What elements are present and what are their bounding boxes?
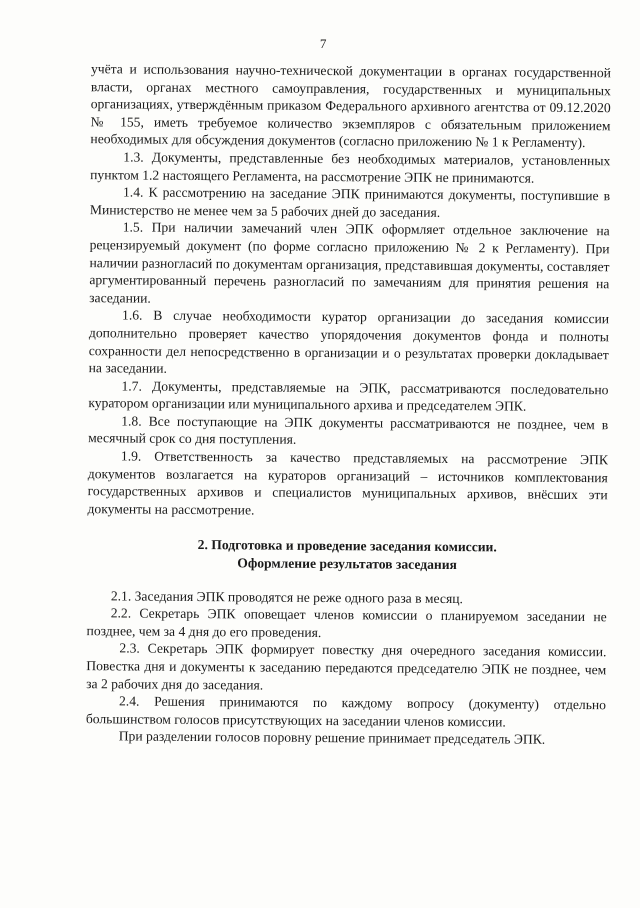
document-body [86, 60, 611, 749]
paragraph-2-3: 2.3. Секретарь ЭПК формирует повестку дня очередного заседания комиссии. Повестка дня и документы к заседанию передаются председателю ЭПК не позднее, чем за 2 рабочих дня до заседания. [86, 640, 607, 693]
paragraph-2-4: 2.4. Решения принимаются по каждому вопросу (документу) отдельно большинством голосов присутствующих на заседании членов комиссии. [85, 693, 607, 730]
section-heading-line-2: Оформление результатов заседания [237, 555, 458, 573]
paragraph-2-2: 2.2. Секретарь ЭПК оповещает членов комиссии о планируемом заседании не позднее, чем за 4 дня до его проведения. [86, 605, 607, 640]
paragraph-1-9: 1.9. Ответственность за качество представляемых на рассмотрение ЭПК документов возлагается на кураторов организаций – источников комплектования государственных архивов и специалистов муниципальных архивов, внёсших эти документы на рассмотрение. [87, 448, 609, 518]
paragraph-2-1: 2.1. Заседания ЭПК проводятся не реже одного раза в месяц. [110, 587, 463, 606]
page-number: 7 [319, 35, 327, 52]
paragraph-1-4: 1.4. К рассмотрению на заседание ЭПК принимаются документы, поступившие в Министерство не менее чем за 5 рабочих дней до заседания. [89, 184, 611, 220]
paragraph-2-4-tie: При разделении голосов поровну решение принимает председатель ЭПК. [118, 728, 546, 748]
paragraph-1-8: 1.8. Все поступающие на ЭПК документы рассматриваются не позднее, чем в месячный срок со дня поступления. [88, 413, 609, 448]
paragraph-1-5: 1.5. При наличии замечаний член ЭПК оформляет отдельное заключение на рецензируемый документ (по форме согласно приложению № 2 к Регламенту). При наличии разногласий по документам организация, представившая документы, составляет аргументированный перечень разногласий по замечаниям для принятия решения на заседании. [89, 219, 610, 306]
paragraph-1-7: 1.7. Документы, представляемые на ЭПК, рассматриваются последовательно куратором организации или муниципального архива и председателем ЭПК. [88, 378, 609, 414]
section-heading [87, 536, 607, 575]
paragraph-continuation: учёта и использования научно-технической документации в органах государственной власти, органах местного самоуправления, государственных и муниципальных организациях, утверждённым приказом Федерального архивного агентства от 09.12.2020 № 155, иметь требуемое количество экземпляров с обязательным приложением необходимых для обсуждения документов (согласно приложению № 1 к Регламенту). [90, 61, 612, 151]
paragraph-1-3: 1.3. Документы, представленные без необходимых материалов, установленных пунктом 1.2 настоящего Регламента, на рассмотрение ЭПК не принимаются. [90, 149, 611, 186]
paragraph-1-6: 1.6. В случае необходимости куратор организации до заседания комиссии дополнительно проверяет качество упорядочения документов фонда и полноты сохранности дел непосредственно в организации и о результатах проверки докладывает на заседании. [88, 307, 610, 376]
section-heading-line-1: 2. Подготовка и проведение заседания комиссии. [197, 537, 497, 555]
